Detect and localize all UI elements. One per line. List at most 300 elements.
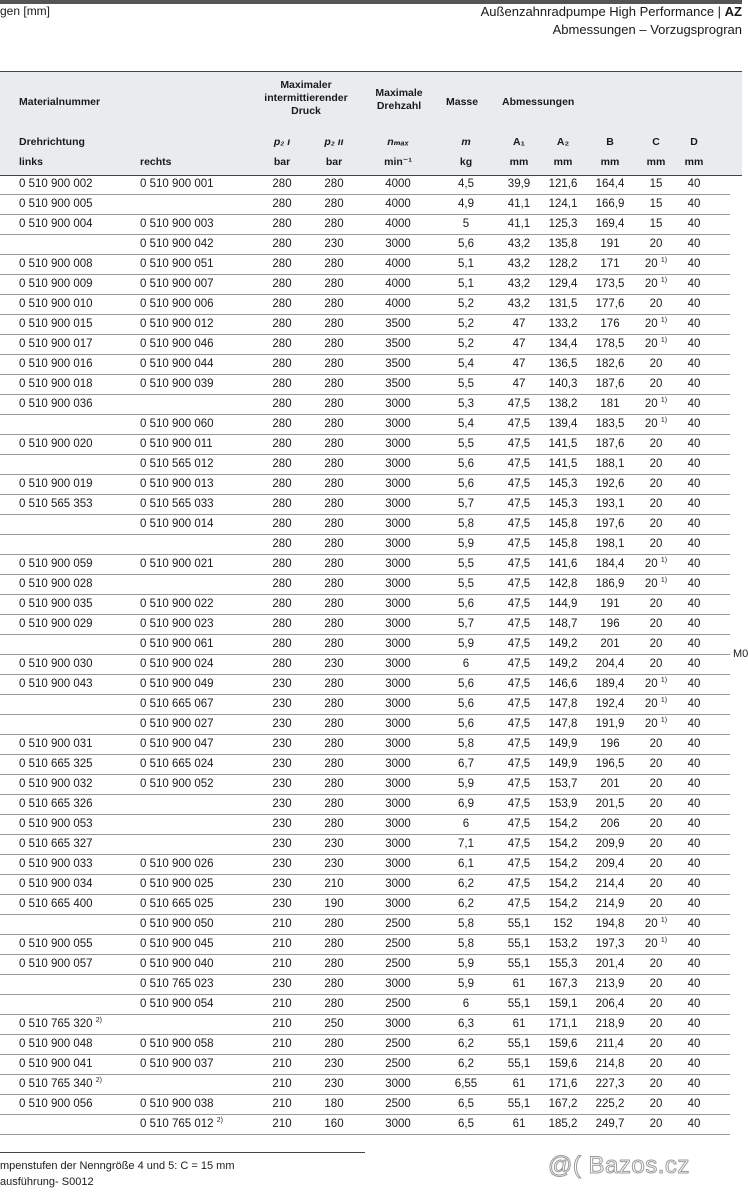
cell-n-value: 3000 bbox=[385, 718, 411, 730]
cell-a2-value: 136,5 bbox=[548, 358, 578, 370]
cell-c bbox=[638, 914, 674, 934]
cell-b bbox=[590, 734, 630, 754]
cell-c bbox=[638, 354, 674, 374]
cell-c-value: 20 bbox=[649, 438, 663, 450]
cell-n bbox=[381, 554, 415, 574]
cell-c bbox=[638, 454, 674, 474]
cell-links bbox=[19, 634, 137, 654]
cell-rechts-value: 0 510 900 052 bbox=[140, 778, 214, 790]
cell-n-value: 3000 bbox=[385, 838, 411, 850]
cell-a1 bbox=[503, 174, 535, 194]
cell-c bbox=[638, 214, 674, 234]
cell-n bbox=[381, 354, 415, 374]
cell-c-value: 20 bbox=[644, 678, 658, 690]
cell-m-value: 5,6 bbox=[458, 478, 474, 490]
cell-p2-value: 230 bbox=[324, 1058, 344, 1070]
cell-m-value: 5,7 bbox=[458, 618, 474, 630]
cell-a1-value: 47 bbox=[512, 358, 526, 370]
table-row bbox=[0, 454, 730, 475]
cell-d-value: 40 bbox=[687, 698, 701, 710]
cell-b-value: 194,8 bbox=[595, 918, 625, 930]
cell-a1-value: 55,1 bbox=[507, 958, 531, 970]
cell-c-value: 20 bbox=[649, 458, 663, 470]
cell-rechts-value: 0 510 900 045 bbox=[140, 938, 214, 950]
cell-a1 bbox=[503, 454, 535, 474]
cell-rechts bbox=[140, 1014, 256, 1034]
document-title bbox=[481, 4, 742, 19]
cell-m bbox=[453, 674, 479, 694]
table-row bbox=[0, 434, 730, 455]
cell-a2-value: 138,2 bbox=[548, 398, 578, 410]
cell-c bbox=[638, 494, 674, 514]
cell-b-value: 214,9 bbox=[595, 898, 625, 910]
cell-p2-value: 230 bbox=[324, 238, 344, 250]
cell-b-value: 196 bbox=[600, 618, 620, 630]
cell-b bbox=[590, 814, 630, 834]
cell-c bbox=[638, 1014, 674, 1034]
cell-p2-value: 160 bbox=[324, 1118, 344, 1130]
cell-d-value: 40 bbox=[687, 738, 701, 750]
cell-p2 bbox=[320, 1094, 348, 1114]
cell-p2-value: 280 bbox=[324, 798, 344, 810]
cell-p1-value: 280 bbox=[272, 558, 292, 570]
footnote-marker: 2) bbox=[95, 1017, 102, 1024]
header-rechts: rechts bbox=[140, 156, 172, 168]
cell-m-value: 5,2 bbox=[458, 318, 474, 330]
cell-p1 bbox=[270, 794, 294, 814]
cell-b bbox=[590, 1014, 630, 1034]
cell-p1 bbox=[270, 414, 294, 434]
cell-links-value: 0 510 900 004 bbox=[19, 218, 93, 230]
cell-n bbox=[381, 974, 415, 994]
table-row bbox=[0, 674, 730, 695]
table-row bbox=[0, 774, 730, 795]
cell-links-value: 0 510 900 057 bbox=[19, 958, 93, 970]
cell-p2-value: 230 bbox=[324, 658, 344, 670]
header-unit-p1: bar bbox=[273, 156, 291, 168]
cell-rechts-value: 0 510 900 027 bbox=[140, 718, 214, 730]
cell-p2 bbox=[320, 934, 348, 954]
cell-m bbox=[453, 634, 479, 654]
cell-a2 bbox=[543, 894, 583, 914]
cell-rechts bbox=[140, 914, 256, 934]
table-row bbox=[0, 234, 730, 255]
cell-d-value: 40 bbox=[687, 778, 701, 790]
cell-c bbox=[638, 234, 674, 254]
cell-links bbox=[19, 474, 137, 494]
cell-p2-value: 250 bbox=[324, 1018, 344, 1030]
cell-c-value: 20 bbox=[649, 238, 663, 250]
cell-links bbox=[19, 914, 137, 934]
cell-b bbox=[590, 634, 630, 654]
cell-links bbox=[19, 274, 137, 294]
cell-links bbox=[19, 814, 137, 834]
cell-p1 bbox=[270, 274, 294, 294]
cell-c-value: 20 bbox=[649, 798, 663, 810]
cell-a1-value: 47,5 bbox=[507, 638, 531, 650]
cell-a2-value: 154,2 bbox=[548, 898, 578, 910]
table-row bbox=[0, 554, 730, 575]
cell-p1-value: 280 bbox=[272, 638, 292, 650]
cell-links-value: 0 510 900 053 bbox=[19, 818, 93, 830]
cell-a1 bbox=[503, 474, 535, 494]
cell-p1-value: 280 bbox=[272, 198, 292, 210]
cell-links-value: 0 510 900 034 bbox=[19, 878, 93, 890]
cell-links-value: 0 510 900 019 bbox=[19, 478, 93, 490]
cell-a2-value: 149,9 bbox=[548, 738, 578, 750]
cell-b-value: 227,3 bbox=[595, 1078, 625, 1090]
cell-p2-value: 280 bbox=[324, 558, 344, 570]
cell-b bbox=[590, 214, 630, 234]
cell-m bbox=[453, 974, 479, 994]
cell-n-value: 3000 bbox=[385, 658, 411, 670]
cell-n bbox=[381, 854, 415, 874]
table-row bbox=[0, 574, 730, 595]
cell-b-value: 192,4 bbox=[595, 698, 625, 710]
cell-c-value: 20 bbox=[649, 618, 663, 630]
cell-links bbox=[19, 174, 137, 194]
cell-c bbox=[638, 1094, 674, 1114]
cell-b bbox=[590, 194, 630, 214]
cell-m-value: 5,9 bbox=[458, 638, 474, 650]
cell-d-value: 40 bbox=[687, 558, 701, 570]
cell-a1 bbox=[503, 774, 535, 794]
cell-a1 bbox=[503, 994, 535, 1014]
cell-p1 bbox=[270, 994, 294, 1014]
cell-n-value: 3000 bbox=[385, 578, 411, 590]
cell-p1 bbox=[270, 1034, 294, 1054]
cell-p1-value: 280 bbox=[272, 298, 292, 310]
cell-a2 bbox=[543, 854, 583, 874]
cell-b bbox=[590, 1034, 630, 1054]
header-abmessungen: Abmessungen bbox=[502, 96, 575, 108]
cell-p2 bbox=[320, 914, 348, 934]
cell-links-value: 0 510 900 033 bbox=[19, 858, 93, 870]
cell-p1 bbox=[270, 214, 294, 234]
cell-c bbox=[638, 894, 674, 914]
cell-m-value: 6,2 bbox=[458, 898, 474, 910]
cell-a1 bbox=[503, 234, 535, 254]
cell-n-value: 2500 bbox=[385, 1038, 411, 1050]
table-row bbox=[0, 534, 730, 555]
cell-m-value: 5,5 bbox=[458, 578, 474, 590]
cell-a1 bbox=[503, 534, 535, 554]
cell-n-value: 3000 bbox=[385, 1118, 411, 1130]
cell-a1-value: 47 bbox=[512, 318, 526, 330]
cell-n-value: 3000 bbox=[385, 618, 411, 630]
cell-a1 bbox=[503, 694, 535, 714]
cell-n bbox=[381, 174, 415, 194]
cell-d bbox=[681, 814, 707, 834]
cell-links bbox=[19, 334, 137, 354]
cell-rechts bbox=[140, 954, 256, 974]
cell-b bbox=[590, 1094, 630, 1114]
cell-rechts-value: 0 510 900 047 bbox=[140, 738, 214, 750]
footnote-marker: 1) bbox=[660, 577, 668, 584]
cell-a2 bbox=[543, 374, 583, 394]
cell-links-value: 0 510 900 009 bbox=[19, 278, 93, 290]
cell-c bbox=[638, 414, 674, 434]
cell-n bbox=[381, 374, 415, 394]
cell-links-value: 0 510 900 016 bbox=[19, 358, 93, 370]
cell-c-value: 20 bbox=[644, 258, 658, 270]
cell-a2 bbox=[543, 254, 583, 274]
cell-d-value: 40 bbox=[687, 638, 701, 650]
cell-a1 bbox=[503, 554, 535, 574]
cell-a2-value: 135,8 bbox=[548, 238, 578, 250]
header-unit-m: kg bbox=[459, 156, 473, 168]
cell-links-value: 0 510 900 029 bbox=[19, 618, 93, 630]
cell-a1-value: 47,5 bbox=[507, 798, 531, 810]
cell-a2-value: 131,5 bbox=[548, 298, 578, 310]
cell-p1-value: 280 bbox=[272, 658, 292, 670]
cell-c-value: 20 bbox=[649, 538, 663, 550]
cell-n bbox=[381, 394, 415, 414]
cell-a1-value: 47,5 bbox=[507, 598, 531, 610]
cell-a2 bbox=[543, 754, 583, 774]
cell-n-value: 3000 bbox=[385, 798, 411, 810]
cell-d bbox=[681, 534, 707, 554]
cell-c bbox=[638, 654, 674, 674]
table-row bbox=[0, 814, 730, 835]
cell-p2 bbox=[320, 514, 348, 534]
cell-rechts bbox=[140, 374, 256, 394]
cell-links-value: 0 510 900 008 bbox=[19, 258, 93, 270]
cell-b bbox=[590, 334, 630, 354]
footnote-marker: 1) bbox=[660, 937, 668, 944]
cell-n-value: 3000 bbox=[385, 458, 411, 470]
cell-p2 bbox=[320, 754, 348, 774]
cell-links bbox=[19, 994, 137, 1014]
cell-c bbox=[638, 754, 674, 774]
cell-m bbox=[453, 1034, 479, 1054]
cell-m-value: 6,2 bbox=[458, 1038, 474, 1050]
cell-a2 bbox=[543, 714, 583, 734]
cell-m bbox=[453, 274, 479, 294]
cell-n bbox=[381, 294, 415, 314]
cell-rechts bbox=[140, 534, 256, 554]
cell-d-value: 40 bbox=[687, 1098, 701, 1110]
cell-c bbox=[638, 394, 674, 414]
cell-n bbox=[381, 1014, 415, 1034]
cell-c bbox=[638, 674, 674, 694]
cell-links bbox=[19, 374, 137, 394]
cell-rechts bbox=[140, 634, 256, 654]
cell-p1-value: 280 bbox=[272, 598, 292, 610]
cell-n bbox=[381, 754, 415, 774]
cell-a1 bbox=[503, 914, 535, 934]
cell-a2-value: 145,8 bbox=[548, 538, 578, 550]
cell-b bbox=[590, 654, 630, 674]
cell-n bbox=[381, 1114, 415, 1134]
cell-a1 bbox=[503, 794, 535, 814]
cell-p1-value: 230 bbox=[272, 678, 292, 690]
header-unit-a1: mm bbox=[509, 156, 529, 168]
cell-links bbox=[19, 534, 137, 554]
cell-c bbox=[638, 994, 674, 1014]
cell-a2-value: 155,3 bbox=[548, 958, 578, 970]
cell-rechts bbox=[140, 394, 256, 414]
cell-p1 bbox=[270, 634, 294, 654]
cell-p2-value: 230 bbox=[324, 838, 344, 850]
cell-a2 bbox=[543, 794, 583, 814]
cell-m-value: 4,5 bbox=[458, 178, 474, 190]
cell-a1-value: 47,5 bbox=[507, 578, 531, 590]
cell-m-value: 5,9 bbox=[458, 978, 474, 990]
cell-n-value: 3000 bbox=[385, 438, 411, 450]
cell-p2 bbox=[320, 494, 348, 514]
cell-m bbox=[453, 874, 479, 894]
cell-p2-value: 280 bbox=[324, 678, 344, 690]
cell-m-value: 5,6 bbox=[458, 238, 474, 250]
cell-p1 bbox=[270, 1014, 294, 1034]
cell-d-value: 40 bbox=[687, 978, 701, 990]
cell-a2 bbox=[543, 594, 583, 614]
cell-m-value: 5,5 bbox=[458, 378, 474, 390]
cell-b bbox=[590, 574, 630, 594]
cell-p2 bbox=[320, 814, 348, 834]
cell-a1 bbox=[503, 614, 535, 634]
cell-m-value: 6,5 bbox=[458, 1118, 474, 1130]
cell-a2 bbox=[543, 514, 583, 534]
table-row bbox=[0, 1054, 730, 1075]
cell-p2-value: 230 bbox=[324, 1078, 344, 1090]
table-row bbox=[0, 514, 730, 535]
cell-p1-value: 280 bbox=[272, 338, 292, 350]
cell-b bbox=[590, 534, 630, 554]
cell-b bbox=[590, 1074, 630, 1094]
cell-n bbox=[381, 314, 415, 334]
cell-a1-value: 47,5 bbox=[507, 498, 531, 510]
cell-links bbox=[19, 294, 137, 314]
table-row bbox=[0, 734, 730, 755]
cell-b-value: 171 bbox=[600, 258, 620, 270]
cell-rechts bbox=[140, 1034, 256, 1054]
cell-n bbox=[381, 1094, 415, 1114]
table-row bbox=[0, 834, 730, 855]
cell-p1 bbox=[270, 1094, 294, 1114]
footnote-marker: 1) bbox=[660, 257, 668, 264]
cell-rechts bbox=[140, 694, 256, 714]
cell-p2 bbox=[320, 834, 348, 854]
cell-rechts-value: 0 510 900 040 bbox=[140, 958, 214, 970]
units-label: gen [mm] bbox=[0, 4, 51, 18]
cell-d-value: 40 bbox=[687, 498, 701, 510]
cell-c-value: 20 bbox=[649, 1058, 663, 1070]
cell-d bbox=[681, 914, 707, 934]
cell-b bbox=[590, 374, 630, 394]
cell-a1 bbox=[503, 314, 535, 334]
cell-b bbox=[590, 274, 630, 294]
cell-links-value: 0 510 900 030 bbox=[19, 658, 93, 670]
cell-a2 bbox=[543, 334, 583, 354]
header-sym-n: nₘₐₓ bbox=[387, 136, 409, 148]
cell-b bbox=[590, 594, 630, 614]
cell-c bbox=[638, 794, 674, 814]
cell-a2 bbox=[543, 494, 583, 514]
cell-p1 bbox=[270, 674, 294, 694]
cell-a2-value: 159,1 bbox=[548, 998, 578, 1010]
cell-links bbox=[19, 614, 137, 634]
cell-p2-value: 280 bbox=[324, 918, 344, 930]
cell-n bbox=[381, 894, 415, 914]
cell-b bbox=[590, 914, 630, 934]
cell-c bbox=[638, 554, 674, 574]
cell-m bbox=[453, 714, 479, 734]
cell-p2-value: 280 bbox=[324, 818, 344, 830]
cell-c-value: 20 bbox=[644, 418, 658, 430]
cell-c-value: 20 bbox=[649, 818, 663, 830]
cell-a1-value: 47,5 bbox=[507, 658, 531, 670]
cell-a1 bbox=[503, 574, 535, 594]
cell-a1 bbox=[503, 1074, 535, 1094]
cell-rechts bbox=[140, 674, 256, 694]
cell-links-value: 0 510 665 327 bbox=[19, 838, 93, 850]
cell-a1-value: 43,2 bbox=[507, 238, 531, 250]
cell-a1 bbox=[503, 814, 535, 834]
cell-rechts bbox=[140, 334, 256, 354]
cell-d-value: 40 bbox=[687, 618, 701, 630]
table-row bbox=[0, 1094, 730, 1115]
cell-p1-value: 280 bbox=[272, 578, 292, 590]
cell-n bbox=[381, 574, 415, 594]
cell-rechts bbox=[140, 814, 256, 834]
cell-b-value: 201 bbox=[600, 778, 620, 790]
cell-c bbox=[638, 434, 674, 454]
cell-m-value: 5,3 bbox=[458, 398, 474, 410]
cell-a2 bbox=[543, 614, 583, 634]
cell-n bbox=[381, 654, 415, 674]
cell-b bbox=[590, 614, 630, 634]
cell-m-value: 5,6 bbox=[458, 718, 474, 730]
cell-rechts-value: 0 510 900 058 bbox=[140, 1038, 214, 1050]
cell-d-value: 40 bbox=[687, 918, 701, 930]
cell-links bbox=[19, 434, 137, 454]
cell-a2-value: 125,3 bbox=[548, 218, 578, 230]
cell-links-value: 0 510 900 036 bbox=[19, 398, 93, 410]
cell-p1 bbox=[270, 434, 294, 454]
cell-c bbox=[638, 1114, 674, 1134]
cell-p1-value: 210 bbox=[272, 918, 292, 930]
cell-rechts bbox=[140, 514, 256, 534]
cell-a1-value: 47,5 bbox=[507, 738, 531, 750]
cell-p2 bbox=[320, 434, 348, 454]
cell-links bbox=[19, 754, 137, 774]
cell-d bbox=[681, 634, 707, 654]
cell-a2-value: 147,8 bbox=[548, 718, 578, 730]
cell-m-value: 5,9 bbox=[458, 958, 474, 970]
document-subtitle: Abmessungen – Vorzugsprogran bbox=[552, 22, 742, 37]
cell-a2-value: 153,2 bbox=[548, 938, 578, 950]
cell-rechts bbox=[140, 834, 256, 854]
cell-p1-value: 210 bbox=[272, 1058, 292, 1070]
header-sym-b: B bbox=[606, 136, 614, 148]
cell-p1-value: 230 bbox=[272, 698, 292, 710]
cell-m bbox=[453, 354, 479, 374]
cell-d bbox=[681, 514, 707, 534]
cell-d-value: 40 bbox=[687, 178, 701, 190]
cell-links-value: 0 510 900 032 bbox=[19, 778, 93, 790]
cell-a2-value: 149,2 bbox=[548, 658, 578, 670]
cell-links bbox=[19, 354, 137, 374]
cell-d bbox=[681, 454, 707, 474]
cell-d bbox=[681, 254, 707, 274]
cell-n-value: 3000 bbox=[385, 418, 411, 430]
footnote-marker: 1) bbox=[660, 277, 668, 284]
cell-d-value: 40 bbox=[687, 658, 701, 670]
cell-links bbox=[19, 794, 137, 814]
cell-a1-value: 47,5 bbox=[507, 818, 531, 830]
